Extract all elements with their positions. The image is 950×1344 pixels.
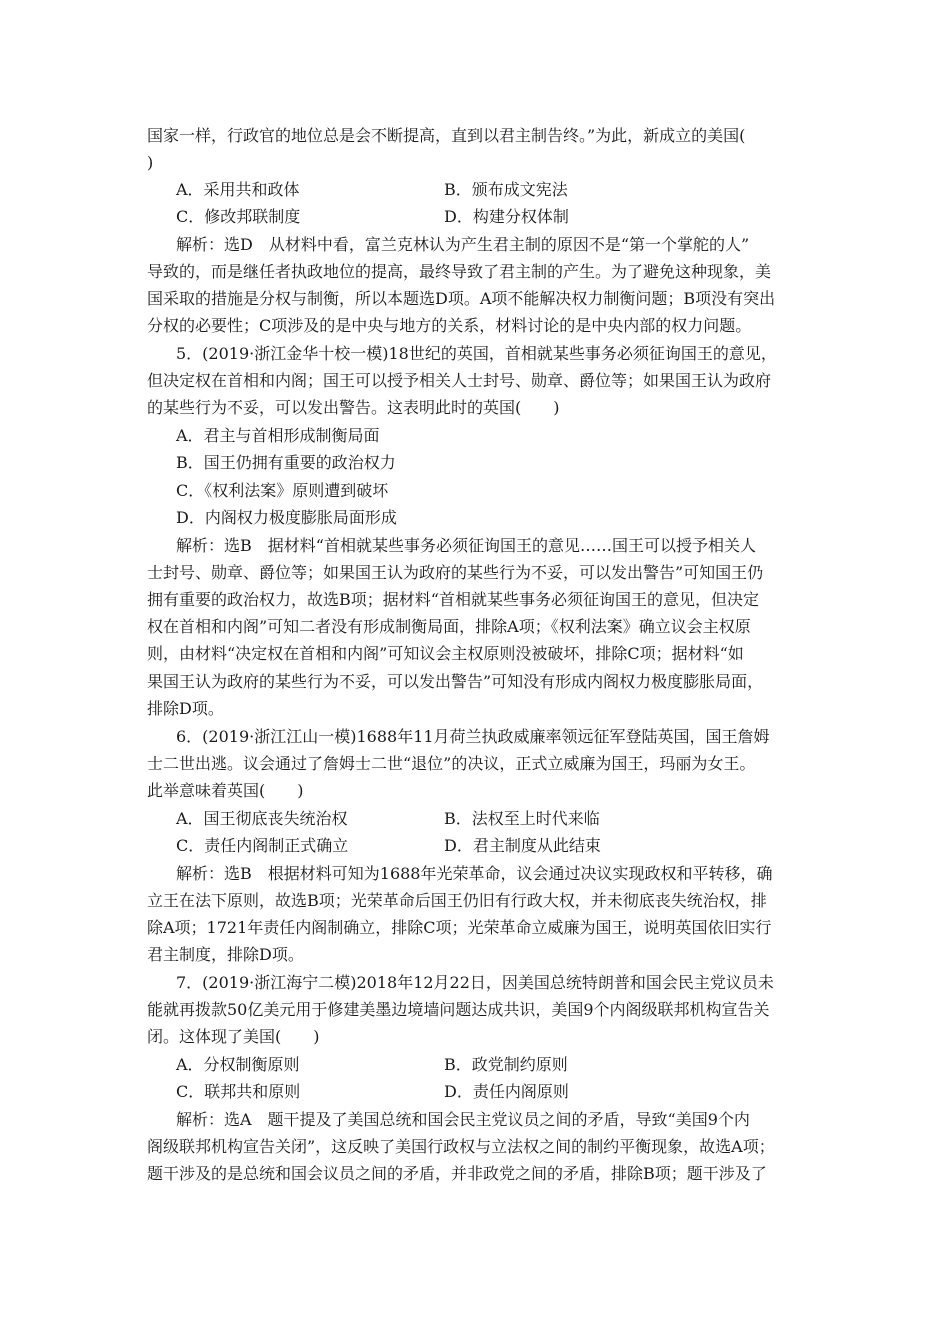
q6-option-a: A．国王彻底丧失统治权 — [176, 809, 348, 828]
q7-option-c: C．联邦共和原则 — [176, 1082, 301, 1101]
q4-option-b: B．颁布成文宪法 — [444, 180, 568, 199]
q6-stem-line-2: 士二世出逃。议会通过了詹姆士二世“退位”的决议，正式立威廉为国王，玛丽为女王。 — [147, 754, 756, 773]
q6-stem-line-1: 6．(2019·浙江江山一模)1688年11月荷兰执政威廉率领远征军登陆英国，国王詹姆 — [176, 727, 770, 746]
q6-analysis-line-3: 除A项；1721年责任内阁制确立，排除C项；光荣革命立威廉为国王，说明英国依旧实行 — [147, 918, 772, 937]
q4-stem-line-2: ) — [147, 153, 154, 172]
q6-stem-line-3: 此举意味着英国( ) — [147, 781, 304, 800]
q7-stem-line-3: 闭。这体现了美国( ) — [147, 1027, 320, 1046]
q4-analysis-line-3: 国采取的措施是分权与制衡，所以本题选D项。A项不能解决权力制衡问题；B项没有突出 — [147, 289, 776, 308]
q6-analysis-line-4: 君主制度，排除D项。 — [147, 945, 304, 964]
q5-stem-line-3: 的某些行为不妥，可以发出警告。这表明此时的英国( ) — [147, 398, 560, 417]
q7-option-b: B．政党制约原则 — [444, 1055, 568, 1074]
q7-analysis-line-2: 阁级联邦机构宣告关闭”，这反映了美国行政权与立法权之间的制约平衡现象，故选A项； — [147, 1137, 775, 1156]
q5-option-d: D．内阁权力极度膨胀局面形成 — [176, 508, 397, 527]
q4-option-c: C．修改邦联制度 — [176, 207, 301, 226]
q7-stem-line-2: 能就再拨款50亿美元用于修建美墨边境墙问题达成共识，美国9个内阁级联邦机构宣告关 — [147, 1000, 770, 1019]
q4-option-d: D．构建分权体制 — [444, 207, 569, 226]
q5-analysis-line-1: 解析：选B 据材料“首相就某些事务必须征询国王的意见……国王可以授予相关人 — [176, 536, 756, 555]
q6-analysis-line-2: 立王在法下原则，故选B项；光荣革命后国王仍旧有行政大权，并未彻底丧失统治权，排 — [147, 891, 767, 910]
q4-analysis-line-1: 解析：选D 从材料中看，富兰克林认为产生君主制的原因不是“第一个掌舵的人” — [176, 235, 750, 254]
q7-option-d: D．责任内阁原则 — [444, 1082, 569, 1101]
q4-analysis-line-2: 导致的，而是继任者执政地位的提高，最终导致了君主制的产生。为了避免这种现象，美 — [147, 262, 772, 281]
q6-option-b: B．法权至上时代来临 — [444, 809, 600, 828]
q4-option-a: A．采用共和政体 — [176, 180, 300, 199]
q5-analysis-line-7: 排除D项。 — [147, 699, 224, 718]
q6-analysis-line-1: 解析：选B 根据材料可知为1688年光荣革命，议会通过决议实现政权和平转移，确 — [176, 864, 773, 883]
q4-analysis-line-4: 分权的必要性；C项涉及的是中央与地方的关系，材料讨论的是中央内部的权力问题。 — [147, 316, 752, 335]
q5-stem-line-1: 5．(2019·浙江金华十校一模)18世纪的英国，首相就某些事务必须征询国王的意见， — [176, 344, 777, 363]
q5-analysis-line-3: 拥有重要的政治权力，故选B项；据材料“首相就某些事务必须征询国王的意见，但决定 — [147, 590, 759, 609]
q5-analysis-line-2: 士封号、勋章、爵位等；如果国王认为政府的某些行为不妥，可以发出警告”可知国王仍 — [147, 563, 764, 582]
q5-stem-line-2: 但决定权在首相和内阁；国王可以授予相关人士封号、勋章、爵位等；如果国王认为政府 — [147, 371, 772, 390]
q5-option-c: C．《权利法案》原则遭到破坏 — [176, 481, 389, 500]
q4-stem-line-1: 国家一样，行政官的地位总是会不断提高，直到以君主制告终。”为此，新成立的美国( — [147, 126, 746, 145]
q7-option-a: A．分权制衡原则 — [176, 1055, 300, 1074]
q6-option-c: C．责任内阁制正式确立 — [176, 836, 349, 855]
q5-option-b: B．国王仍拥有重要的政治权力 — [176, 453, 396, 472]
q7-analysis-line-3: 题干涉及的是总统和国会议员之间的矛盾，并非政党之间的矛盾，排除B项；题干涉及了 — [147, 1164, 767, 1183]
q6-option-d: D．君主制度从此结束 — [444, 836, 601, 855]
q7-stem-line-1: 7．(2019·浙江海宁二模)2018年12月22日，因美国总统特朗普和国会民主党议员未 — [176, 973, 774, 992]
q5-analysis-line-5: 则，由材料“决定权在首相和内阁”可知议会主权原则没被破坏，排除C项；据材料“如 — [147, 644, 744, 663]
q5-analysis-line-4: 权在首相和内阁”可知二者没有形成制衡局面，排除A项；《权利法案》确立议会主权原 — [147, 617, 751, 636]
q5-analysis-line-6: 果国王认为政府的某些行为不妥，可以发出警告”可知没有形成内阁权力极度膨胀局面， — [147, 672, 764, 691]
q7-analysis-line-1: 解析：选A 题干提及了美国总统和国会民主党议员之间的矛盾，导致“美国9个内 — [176, 1110, 750, 1129]
q5-option-a: A．君主与首相形成制衡局面 — [176, 426, 380, 445]
